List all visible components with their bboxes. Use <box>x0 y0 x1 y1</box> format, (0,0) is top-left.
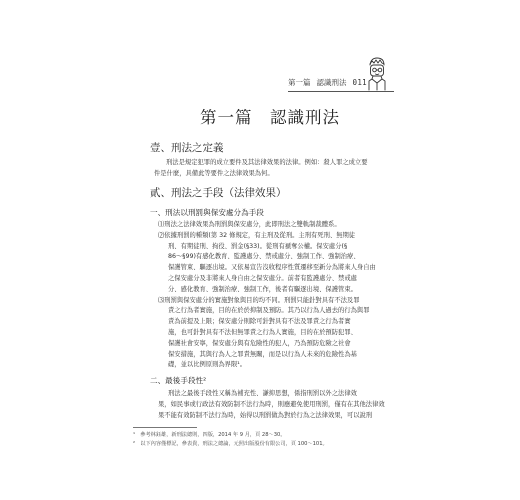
page-number: 011 <box>352 78 367 87</box>
section1-body <box>154 158 368 180</box>
subsection1-body <box>158 220 376 371</box>
body-line: 之保安處分及非將來人身自由之保安處分。前者有監護處分、禁戒處 <box>168 274 357 282</box>
footnote: ¹ 參考林鈺雄，新刑法總則，四版，2014 年 9 月，頁 28～30。 <box>133 432 286 438</box>
body-line: 件是什麼，具備此等要件之法律效果為何。 <box>154 169 274 177</box>
body-line: 果，如民事或行政法有效防制不法行為時，則應避免使用刑罰，僅有在其他法律效 <box>158 400 385 408</box>
body-line: 刑法是規定犯罪的成立要件及其法律效果的法律。例如：殺人罪之成立要 <box>166 159 368 166</box>
header-part: 第一篇 <box>288 78 311 87</box>
footnote-rule <box>133 427 197 428</box>
body-line: 保安措施，其與行為人之罪責無關，而是以行為人未來的危險性為基 <box>168 350 357 358</box>
body-line: 86～§99)有感化教育、監護處分、禁戒處分、強制工作、強制治療、 <box>168 253 360 261</box>
body-line: 責之行為者實施，目的在於於抑制及預防。其乃以行為人過去的行為與罪 <box>168 307 370 315</box>
body-line: ⑵依據刑罰的種類(第 32 條規定，有主刑及從刑。主刑有死刑、無期徒 <box>158 231 356 239</box>
subsection-heading-sanctions: 一、刑法以刑罰與保安處分為手段 <box>150 208 264 217</box>
body-line: 責為前提及上限；保安處分則除可針對具有不法及罪責之行為者實 <box>168 318 351 326</box>
student-character-icon <box>364 55 390 91</box>
body-line: 刑、有期徒刑、拘役、罰金(§33)。從刑有褫奪公權。保安處分(§ <box>168 242 348 250</box>
page-title: 第一篇 認識刑法 <box>200 108 340 127</box>
body-line: 果不能有效防制不法行為時，始得以刑罰做為對於行為之法律效果，可以說刑 <box>158 411 373 419</box>
body-line: 刑法之最後手段性又稱為補充性、謙抑思想，係指刑罰以外之法律效 <box>168 390 357 397</box>
body-line: 保護社會安寧，保安處分與有危險性的犯人，乃為預防危險之社會 <box>168 339 351 347</box>
section-heading-means: 貳、刑法之手段（法律效果） <box>150 187 287 199</box>
body-line: 施，也可針對具有不法但無罪責之行為人實施，目的在於預防犯罪、 <box>168 328 357 336</box>
body-line: 礎，並以比例原則為界限¹。 <box>168 361 247 369</box>
footnotes <box>133 431 328 449</box>
header-rule <box>288 91 394 92</box>
body-line: ⑴刑法之法律效果為刑罰與保安處分，此即刑法之雙軌制裁體系。 <box>158 221 341 228</box>
body-line: 分、感化教育、強制治療、強制工作，後者有驅逐出境、保護管束。 <box>168 285 357 293</box>
subsection-heading-last-resort: 二、最後手段性² <box>150 376 207 385</box>
header-chapter: 認識刑法 <box>316 78 347 87</box>
subsection2-body <box>158 389 385 421</box>
body-line: 保護管束、驅逐出境。又依易宣告沒收程序性質遷移至新分為將來人身自由 <box>168 264 376 272</box>
footnote: ² 以下內容僅標記，參表貴，刑法之總論，元照出版股份有限公司，頁 100～101。 <box>133 441 328 447</box>
section-heading-definition: 壹、刑法之定義 <box>150 142 224 154</box>
body-line: ⑶刑罰與保安處分的實施對象與目的均不同。刑罰只能針對具有不法及罪 <box>158 296 360 304</box>
